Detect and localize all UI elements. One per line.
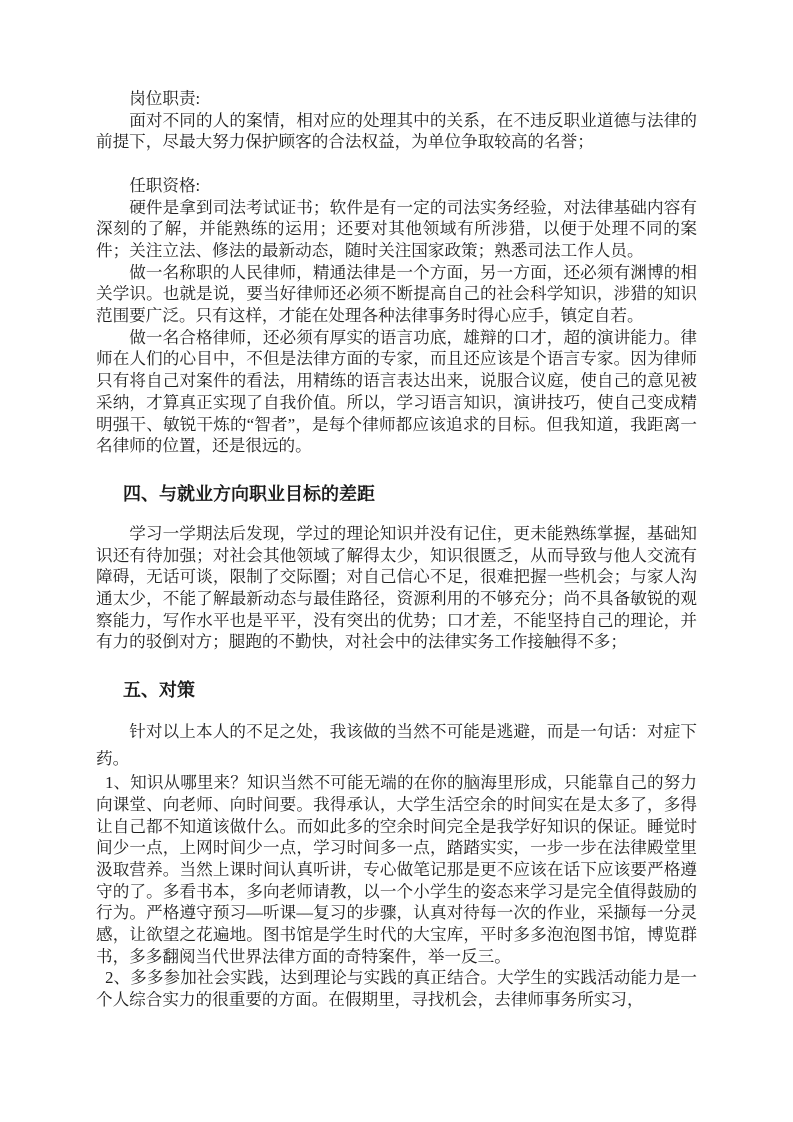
- section-four-heading: 四、与就业方向职业目标的差距: [123, 483, 375, 504]
- job-duties-paragraph: 面对不同的人的案情，相对应的处理其中的关系，在不违反职业道德与法律的前提下，尽最大努力保护顾客的合法权益，为单位争取较高的名誉；: [96, 110, 697, 152]
- countermeasure-item-1: 1、知识从哪里来？知识当然不可能无端的在你的脑海里形成，只能靠自己的努力向课堂、向老师、向时间要。我得承认，大学生活空余的时间实在是太多了，多得让自己都不知道该做什么。而如此多的空余时间完全是我学好知识的保证。睡觉时间少一点，上网时间少一点，学习时间多一点，踏踏实实，一步一步在法律殿堂里汲取营养。当然上课时间认真听讲，专心做笔记那是更不应该在话下应该要严格遵守的了。多看书本，多向老师请教，以一个小学生的姿态来学习是完全值得鼓励的行为。严格遵守预习—听课—复习的步骤，认真对待每一次的作业，采撷每一分灵感，让欲望之花遍地。图书馆是学生时代的大宝库，平时多多泡泡图书馆，博览群书，多多翻阅当代世界法律方面的奇特案件，举一反三。: [96, 773, 697, 966]
- qualifications-paragraph: 硬件是拿到司法考试证书；软件是有一定的司法实务经验，对法律基础内容有深刻的了解，并能熟练的运用；还要对其他领域有所涉猎，以便于处理不同的案件；关注立法、修法的最新动态，随时关注国家政策；熟悉司法工作人员。: [96, 197, 697, 260]
- qualified-lawyer-paragraph: 做一名合格律师，还必须有厚实的语言功底，雄辩的口才，超的演讲能力。律师在人们的心目中，不但是法律方面的专家，而且还应该是个语言专家。因为律师只有将自己对案件的看法，用精练的语言表达出来，说服合议庭，使自己的意见被采纳，才算真正实现了自我价值。所以，学习语言知识，演讲技巧，使自己变成精明强干、敏锐干炼的“智者”，是每个律师都应该追求的目标。但我知道，我距离一名律师的位置，还是很远的。: [96, 327, 697, 456]
- qualifications-label: 任职资格:: [129, 175, 201, 195]
- countermeasure-item-2: 2、多多参加社会实践，达到理论与实践的真正结合。大学生的实践活动能力是一个人综合实力的很重要的方面。在假期里，寻找机会，去律师事务所实习，: [96, 968, 697, 1010]
- section-five-heading: 五、对策: [123, 680, 195, 701]
- document-text-area: [96, 88, 697, 1011]
- competent-lawyer-paragraph: 做一名称职的人民律师，精通法律是一个方面，另一方面，还必须有渊博的相关学识。也就是说，要当好律师还必须不断提高自己的社会科学知识，涉猎的知识范围要广泛。只有这样，才能在处理各种法律事务时得心应手，镇定自若。: [96, 262, 697, 326]
- countermeasure-intro-paragraph: 针对以上本人的不足之处，我该做的当然不可能是逃避，而是一句话：对症下药。: [96, 722, 697, 768]
- gap-analysis-paragraph: 学习一学期法后发现，学过的理论知识并没有记住，更未能熟练掌握，基础知识还有待加强；对社会其他领域了解得太少，知识很匮乏，从而导致与他人交流有障碍，无话可谈，限制了交际圈；对自己信心不足，很难把握一些机会；与家人沟通太少，不能了解最新动态与最佳路径，资源利用的不够充分；尚不具备敏锐的观察能力，写作水平也是平平，没有突出的优势；口才差，不能坚持自己的理论，并有力的驳倒对方；腿跑的不勤快，对社会中的法律实务工作接触得不多；: [96, 523, 697, 652]
- job-duties-label: 岗位职责:: [129, 89, 201, 108]
